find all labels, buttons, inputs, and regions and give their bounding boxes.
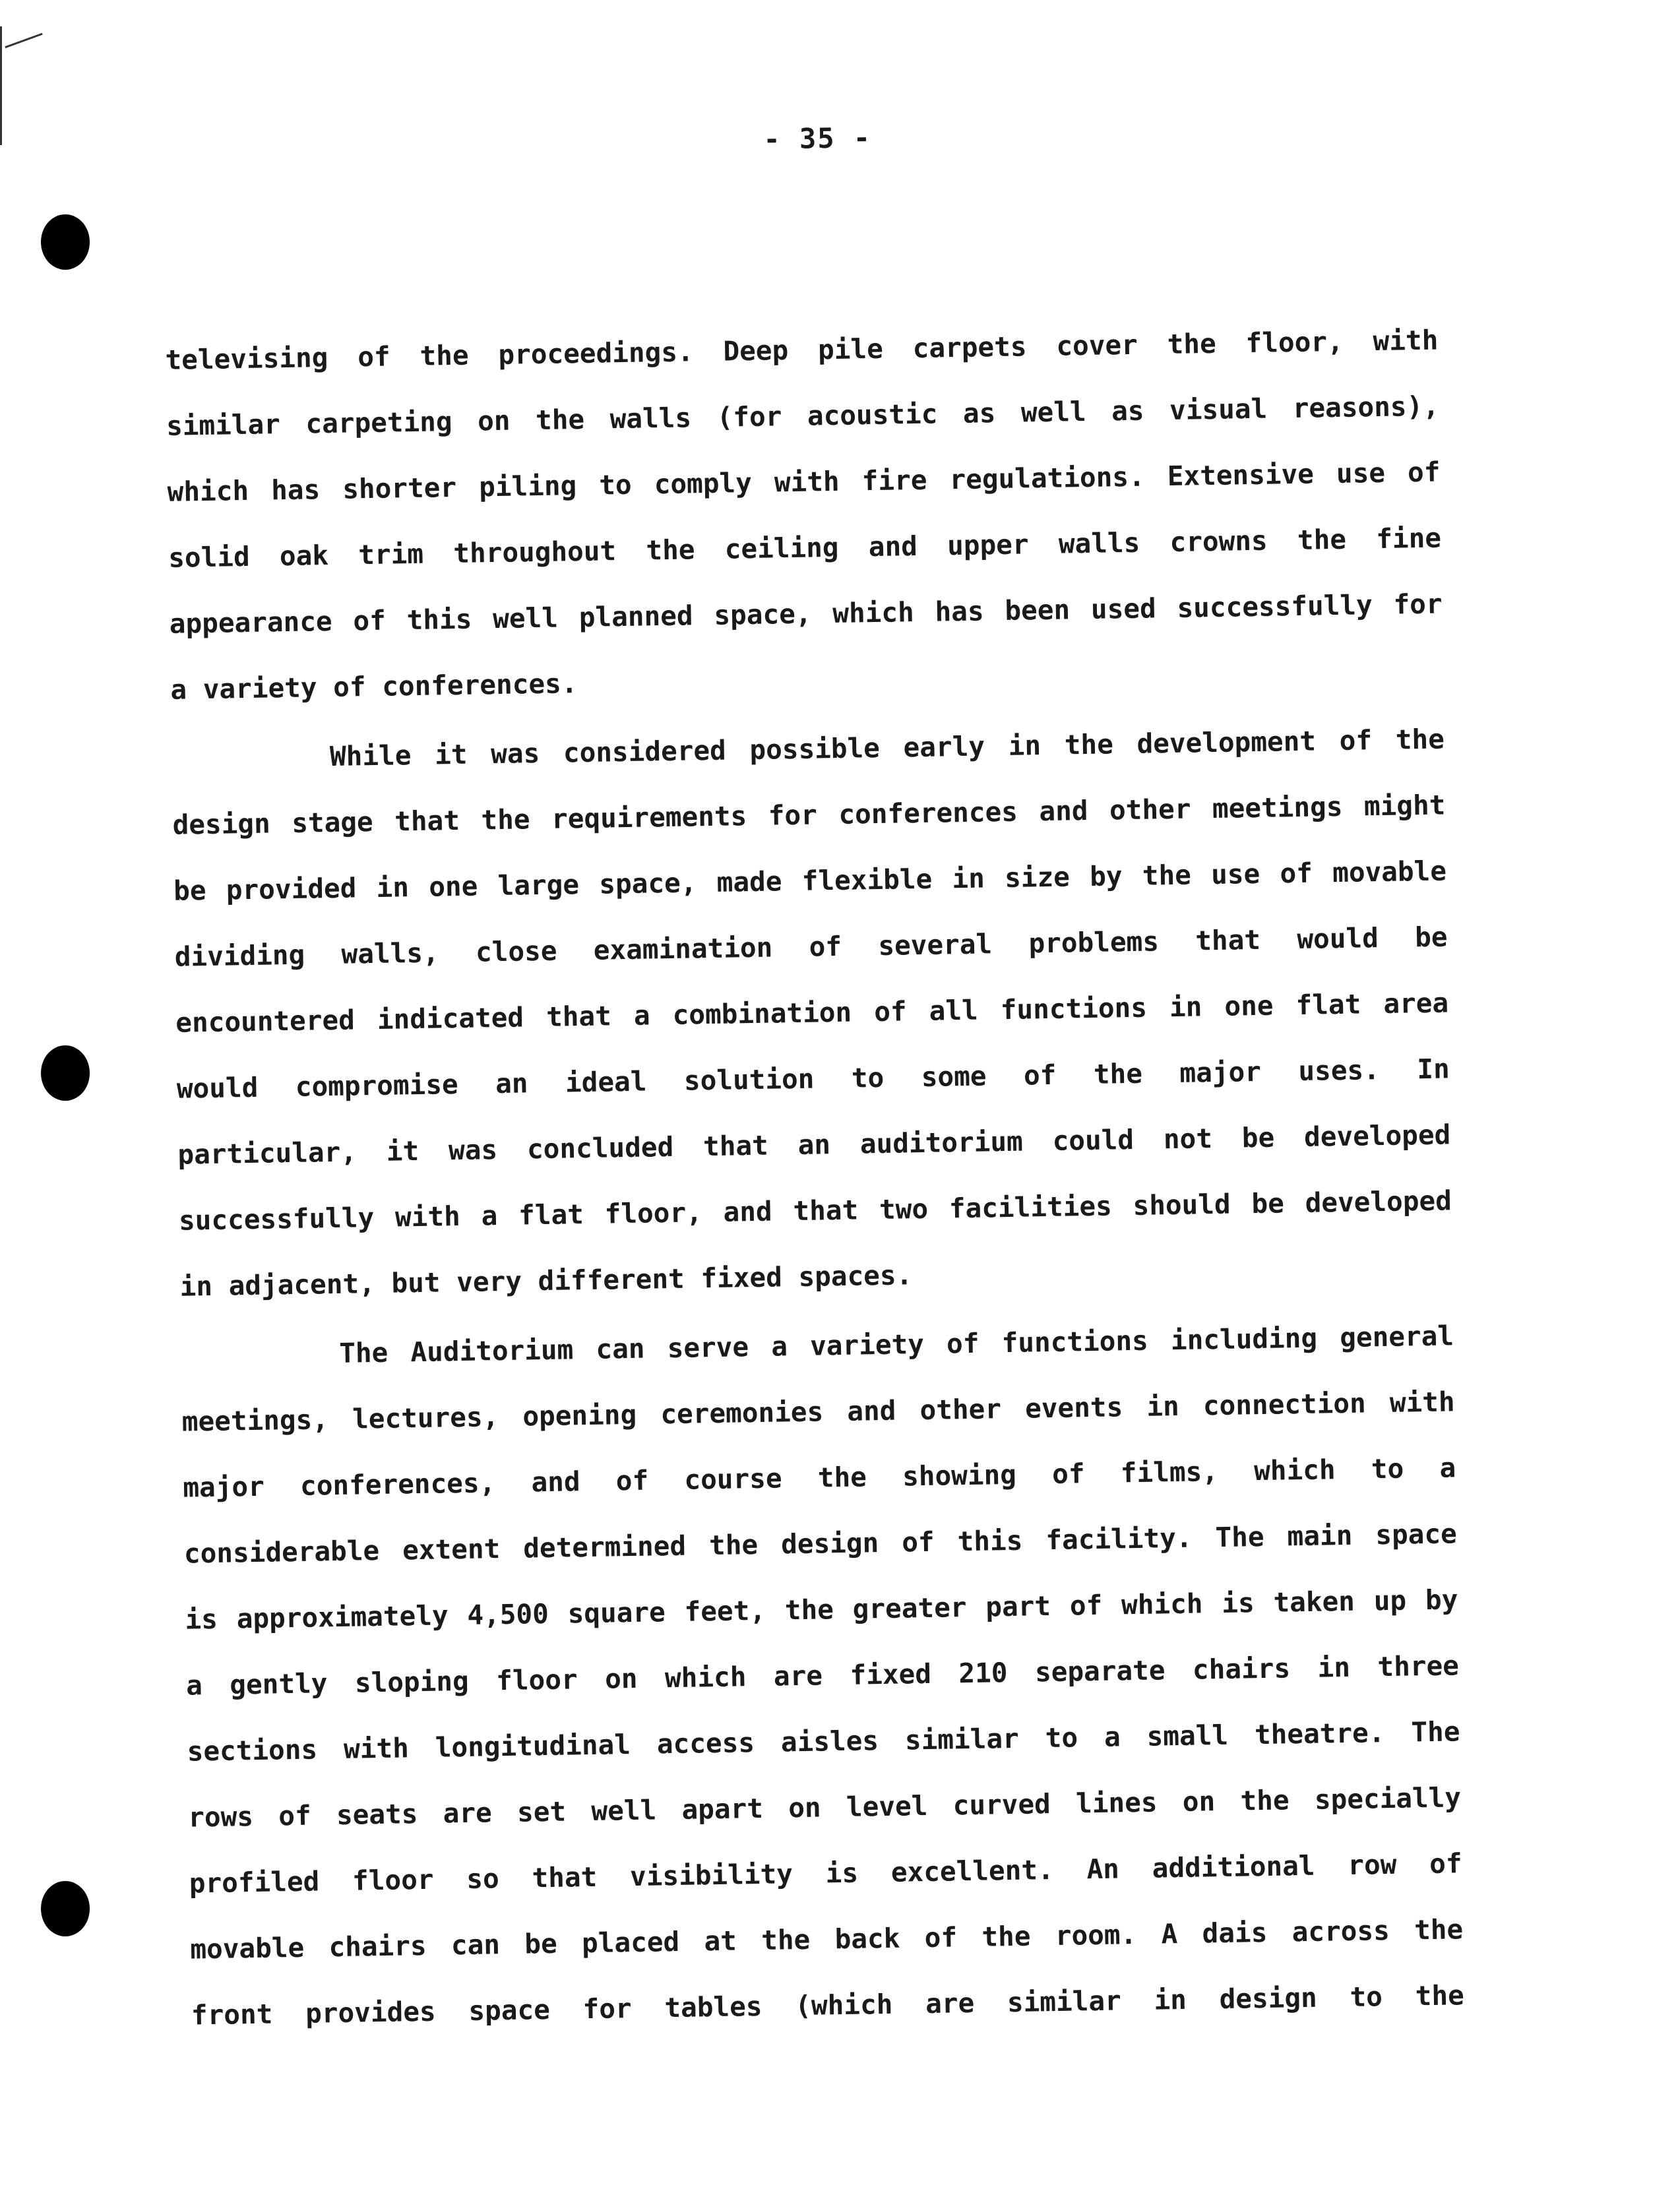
text-line: a gently sloping floor on which are fixed 210 separate chairs in three xyxy=(185,1649,1460,1702)
text-line: considerable extent determined the design of this facility. The main space xyxy=(183,1518,1458,1570)
text-line: encountered indicated that a combination of all functions in one flat area xyxy=(175,987,1449,1039)
text-line: particular, it was concluded that an auditorium could not be developed xyxy=(177,1119,1451,1171)
text-line: major conferences, and of course the showing of films, which to a xyxy=(183,1452,1456,1504)
text-line: rows of seats are set well apart on level curved lines on the specially xyxy=(187,1781,1462,1834)
text-line: would compromise an ideal solution to some of the major uses. In xyxy=(176,1053,1450,1105)
paragraph-3 xyxy=(180,1303,1464,2048)
page-number: - 35 - xyxy=(762,121,872,156)
paragraph-2 xyxy=(171,706,1453,1319)
text-line: movable chairs can be placed at the back of the room. A dais across the xyxy=(190,1913,1464,1965)
text-line: is approximately 4,500 square feet, the greater part of which is taken up by xyxy=(185,1584,1458,1636)
text-line: which has shorter piling to comply with fire regulations. Extensive use of xyxy=(167,456,1441,508)
text-line: While it was considered possible early in the development of the xyxy=(329,723,1445,773)
text-line: a variety of conferences. xyxy=(170,667,578,706)
text-line: televising of the proceedings. Deep pile carpets cover the floor, with xyxy=(165,324,1439,376)
text-line: front provides space for tables (which are similar in design to the xyxy=(191,1979,1465,2031)
text-line: dividing walls, close examination of several problems that would be xyxy=(174,921,1448,973)
text-line: meetings, lectures, opening ceremonies and other events in connection with xyxy=(181,1386,1455,1438)
text-line: solid oak trim throughout the ceiling and upper walls crowns the fine xyxy=(168,522,1442,574)
text-line: successfully with a flat floor, and that two facilities should be developed xyxy=(178,1185,1452,1237)
text-line: The Auditorium can serve a variety of functions including general xyxy=(338,1320,1454,1369)
text-line: be provided in one large space, made flexible in size by the use of movable xyxy=(173,855,1447,907)
paragraph-1 xyxy=(165,307,1444,723)
text-line: design stage that the requirements for conferences and other meetings might xyxy=(172,789,1446,841)
text-line: appearance of this well planned space, which has been used successfully for xyxy=(169,588,1443,640)
text-line: profiled floor so that visibility is excellent. An additional row of xyxy=(189,1847,1462,1899)
text-line: sections with longitudinal access aisles similar to a small theatre. The xyxy=(187,1715,1460,1768)
text-line: similar carpeting on the walls (for acoustic as well as visual reasons), xyxy=(166,390,1440,442)
text-line: in adjacent, but very different fixed spaces. xyxy=(179,1259,913,1303)
